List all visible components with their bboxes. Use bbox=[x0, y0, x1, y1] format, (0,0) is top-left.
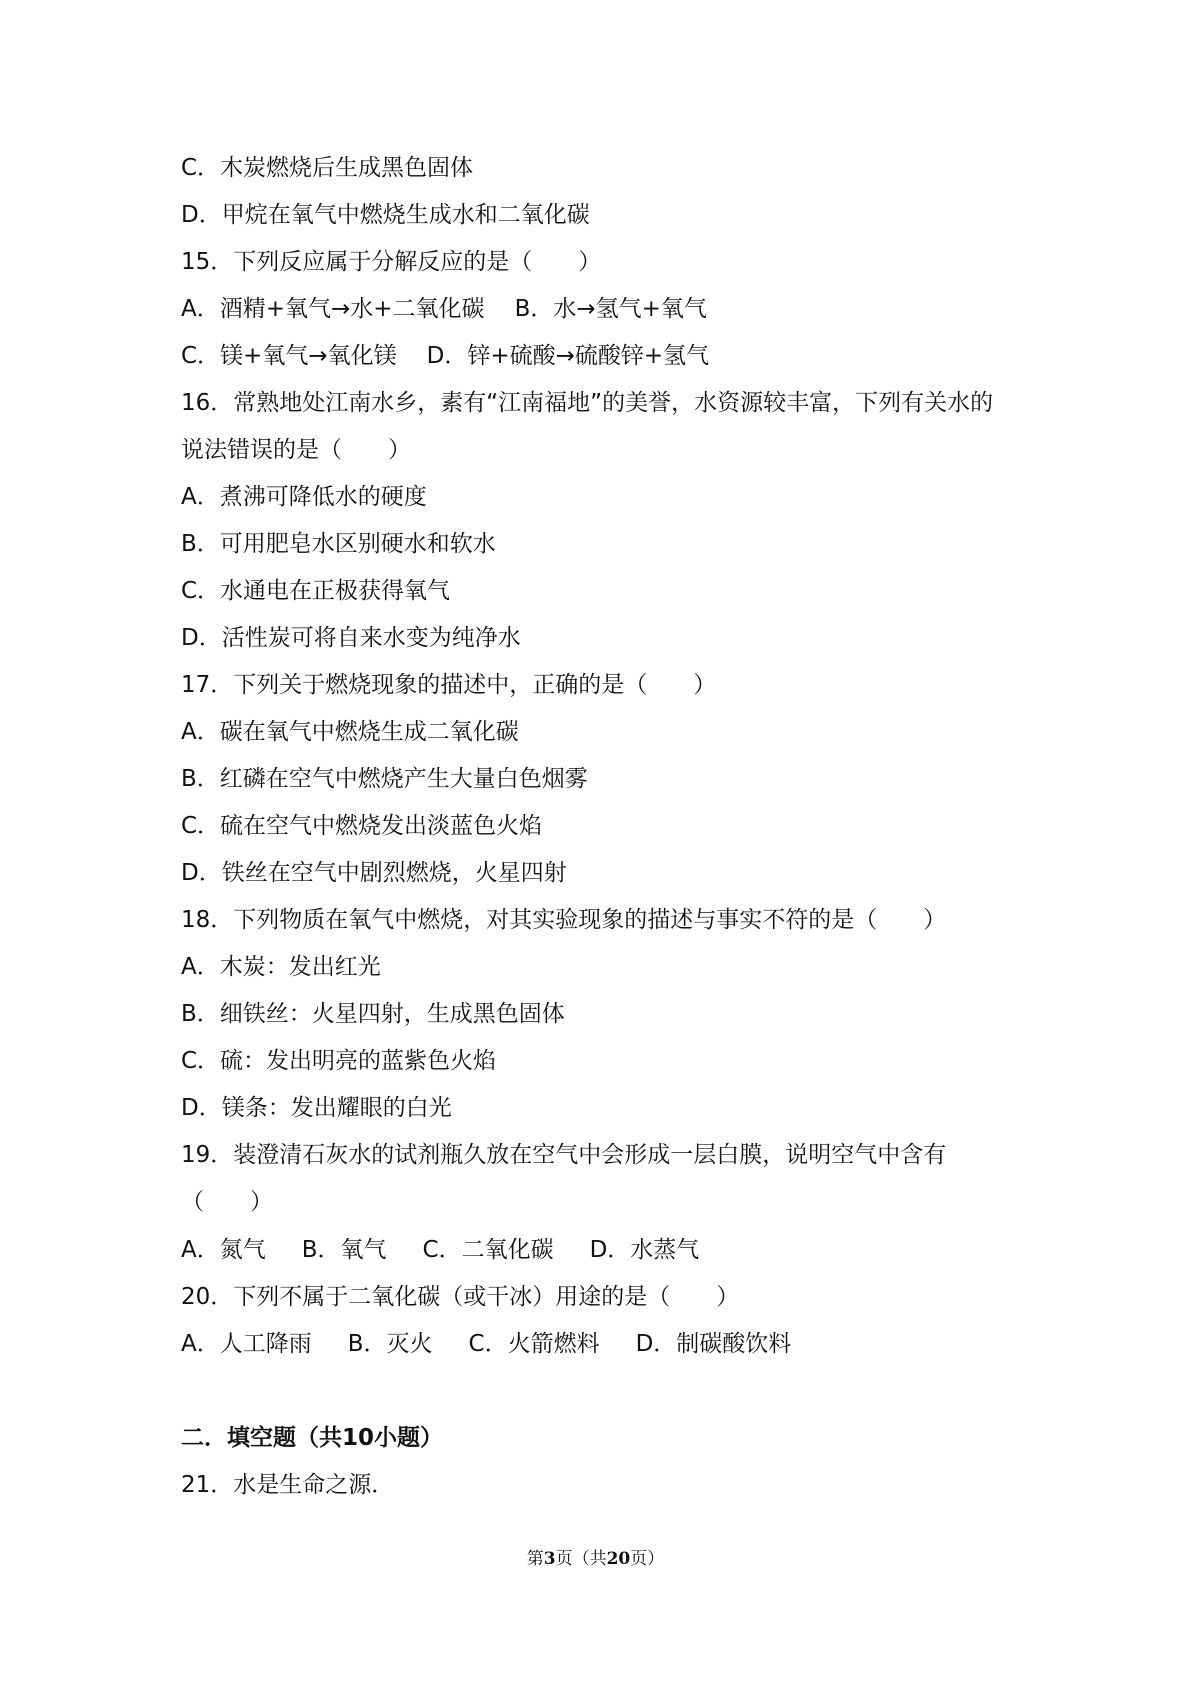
q20-option-d: D．制碳酸饮料 bbox=[635, 1331, 792, 1357]
q14-option-c: C．木炭燃烧后生成黑色固体 bbox=[181, 155, 474, 181]
q16-stem-cont: 说法错误的是（ ） bbox=[181, 437, 411, 463]
q17-option-c: C．硫在空气中燃烧发出淡蓝色火焰 bbox=[181, 813, 543, 839]
q19-option-b: B．氧气 bbox=[301, 1237, 387, 1263]
q18-option-c: C．硫：发出明亮的蓝紫色火焰 bbox=[181, 1048, 497, 1074]
q15-option-b: B．水→氢气+氧气 bbox=[514, 296, 707, 322]
q19-stem: 19．装澄清石灰水的试剂瓶久放在空气中会形成一层白膜，说明空气中含有 bbox=[181, 1142, 947, 1168]
q15-stem: 15．下列反应属于分解反应的是（ ） bbox=[181, 249, 602, 275]
q15-options-row2 bbox=[181, 340, 709, 372]
q17-stem: 17．下列关于燃烧现象的描述中，正确的是（ ） bbox=[181, 672, 717, 698]
q16-option-a: A．煮沸可降低水的硬度 bbox=[181, 484, 427, 510]
q15-options-row1 bbox=[181, 293, 707, 325]
q20-stem: 20．下列不属于二氧化碳（或干冰）用途的是（ ） bbox=[181, 1284, 740, 1310]
q19-option-d: D．水蒸气 bbox=[589, 1237, 700, 1263]
section-heading: 二．填空题（共10小题） bbox=[181, 1425, 444, 1451]
q19-option-c: C．二氧化碳 bbox=[422, 1237, 554, 1263]
q14-option-d: D．甲烷在氧气中燃烧生成水和二氧化碳 bbox=[181, 202, 590, 228]
q19-stem-cont: （ ） bbox=[181, 1189, 273, 1215]
footer-total-pages: 20 bbox=[606, 1549, 631, 1569]
q16-option-b: B．可用肥皂水区别硬水和软水 bbox=[181, 531, 496, 557]
q17-option-a: A．碳在氧气中燃烧生成二氧化碳 bbox=[181, 719, 519, 745]
q18-option-a: A．木炭：发出红光 bbox=[181, 954, 381, 980]
footer-prefix: 第 bbox=[526, 1549, 544, 1569]
footer-page-number: 3 bbox=[543, 1549, 556, 1569]
q20-option-a: A．人工降雨 bbox=[181, 1331, 312, 1357]
footer-middle: 页（共 bbox=[555, 1549, 607, 1569]
q19-option-a: A．氮气 bbox=[181, 1237, 266, 1263]
q15-option-c: C．镁+氧气→氧化镁 bbox=[181, 343, 397, 369]
q15-option-d: D．锌+硫酸→硫酸锌+氢气 bbox=[426, 343, 710, 369]
q17-option-d: D．铁丝在空气中剧烈燃烧，火星四射 bbox=[181, 860, 567, 886]
q20-option-b: B．灭火 bbox=[347, 1331, 433, 1357]
q19-options bbox=[181, 1234, 699, 1266]
q16-stem: 16．常熟地处江南水乡，素有“江南福地”的美誉，水资源较丰富，下列有关水的 bbox=[181, 390, 994, 416]
q18-option-d: D．镁条：发出耀眼的白光 bbox=[181, 1095, 452, 1121]
q16-option-c: C．水通电在正极获得氧气 bbox=[181, 578, 451, 604]
footer-suffix: 页） bbox=[630, 1549, 665, 1569]
q15-option-a: A．酒精+氧气→水+二氧化碳 bbox=[181, 296, 485, 322]
q20-options bbox=[181, 1328, 791, 1360]
page-footer bbox=[0, 1544, 1191, 1569]
q17-option-b: B．红磷在空气中燃烧产生大量白色烟雾 bbox=[181, 766, 588, 792]
q20-option-c: C．火箭燃料 bbox=[468, 1331, 600, 1357]
q16-option-d: D．活性炭可将自来水变为纯净水 bbox=[181, 625, 521, 651]
q18-stem: 18．下列物质在氧气中燃烧，对其实验现象的描述与事实不符的是（ ） bbox=[181, 907, 947, 933]
q18-option-b: B．细铁丝：火星四射，生成黑色固体 bbox=[181, 1001, 565, 1027]
q21-stem: 21．水是生命之源． bbox=[181, 1472, 395, 1498]
